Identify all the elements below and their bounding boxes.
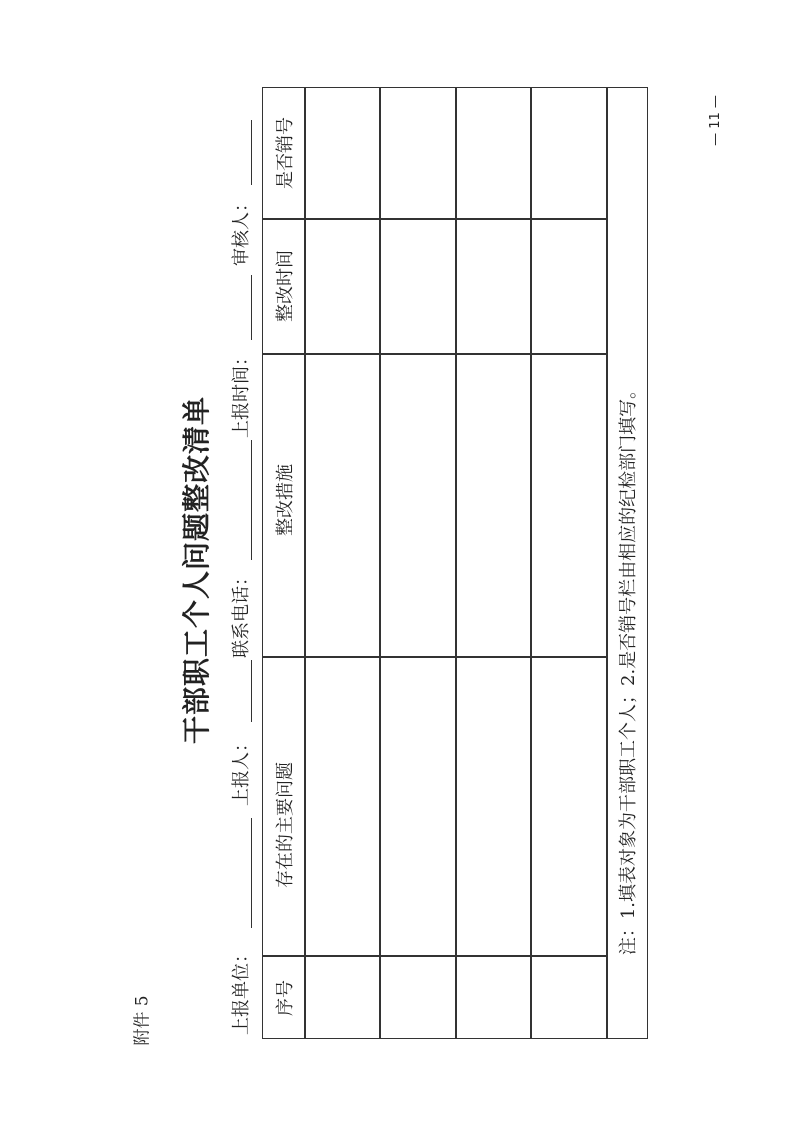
table-note: 注：1.填表对象为干部职工个人；2.是否销号栏由相应的纪检部门填写。 [618,380,640,956]
column-header-index: 序号 [275,980,296,1016]
field-phone-underline [251,440,252,560]
page-number: — 11 — [707,94,723,146]
column-header-closed: 是否销号 [275,117,296,189]
field-reporter-label: 上报人： [231,734,252,806]
attachment-label: 附件 5 [132,994,153,1046]
row-divider-header [304,87,306,1039]
field-reviewer-label: 审核人： [231,194,252,266]
row-divider-1 [379,87,381,1039]
field-reviewer-underline [251,120,252,185]
page-title: 干部职工个人问题整改清单 [180,395,214,745]
field-unit-underline [251,818,252,928]
column-header-time: 整改时间 [275,250,296,322]
column-header-problem: 存在的主要问题 [275,762,296,888]
field-reporter-underline [251,660,252,722]
col-divider-4 [262,218,606,220]
field-unit-label: 上报单位： [231,945,252,1035]
col-divider-1 [262,955,606,957]
column-header-measures: 整改措施 [275,464,296,536]
field-phone-label: 联系电话： [231,567,252,658]
col-divider-3 [262,353,606,355]
row-divider-3 [530,87,532,1039]
row-divider-2 [455,87,457,1039]
col-divider-2 [262,656,606,658]
field-report-time-underline [251,275,252,340]
field-report-time-label: 上报时间： [231,347,252,438]
